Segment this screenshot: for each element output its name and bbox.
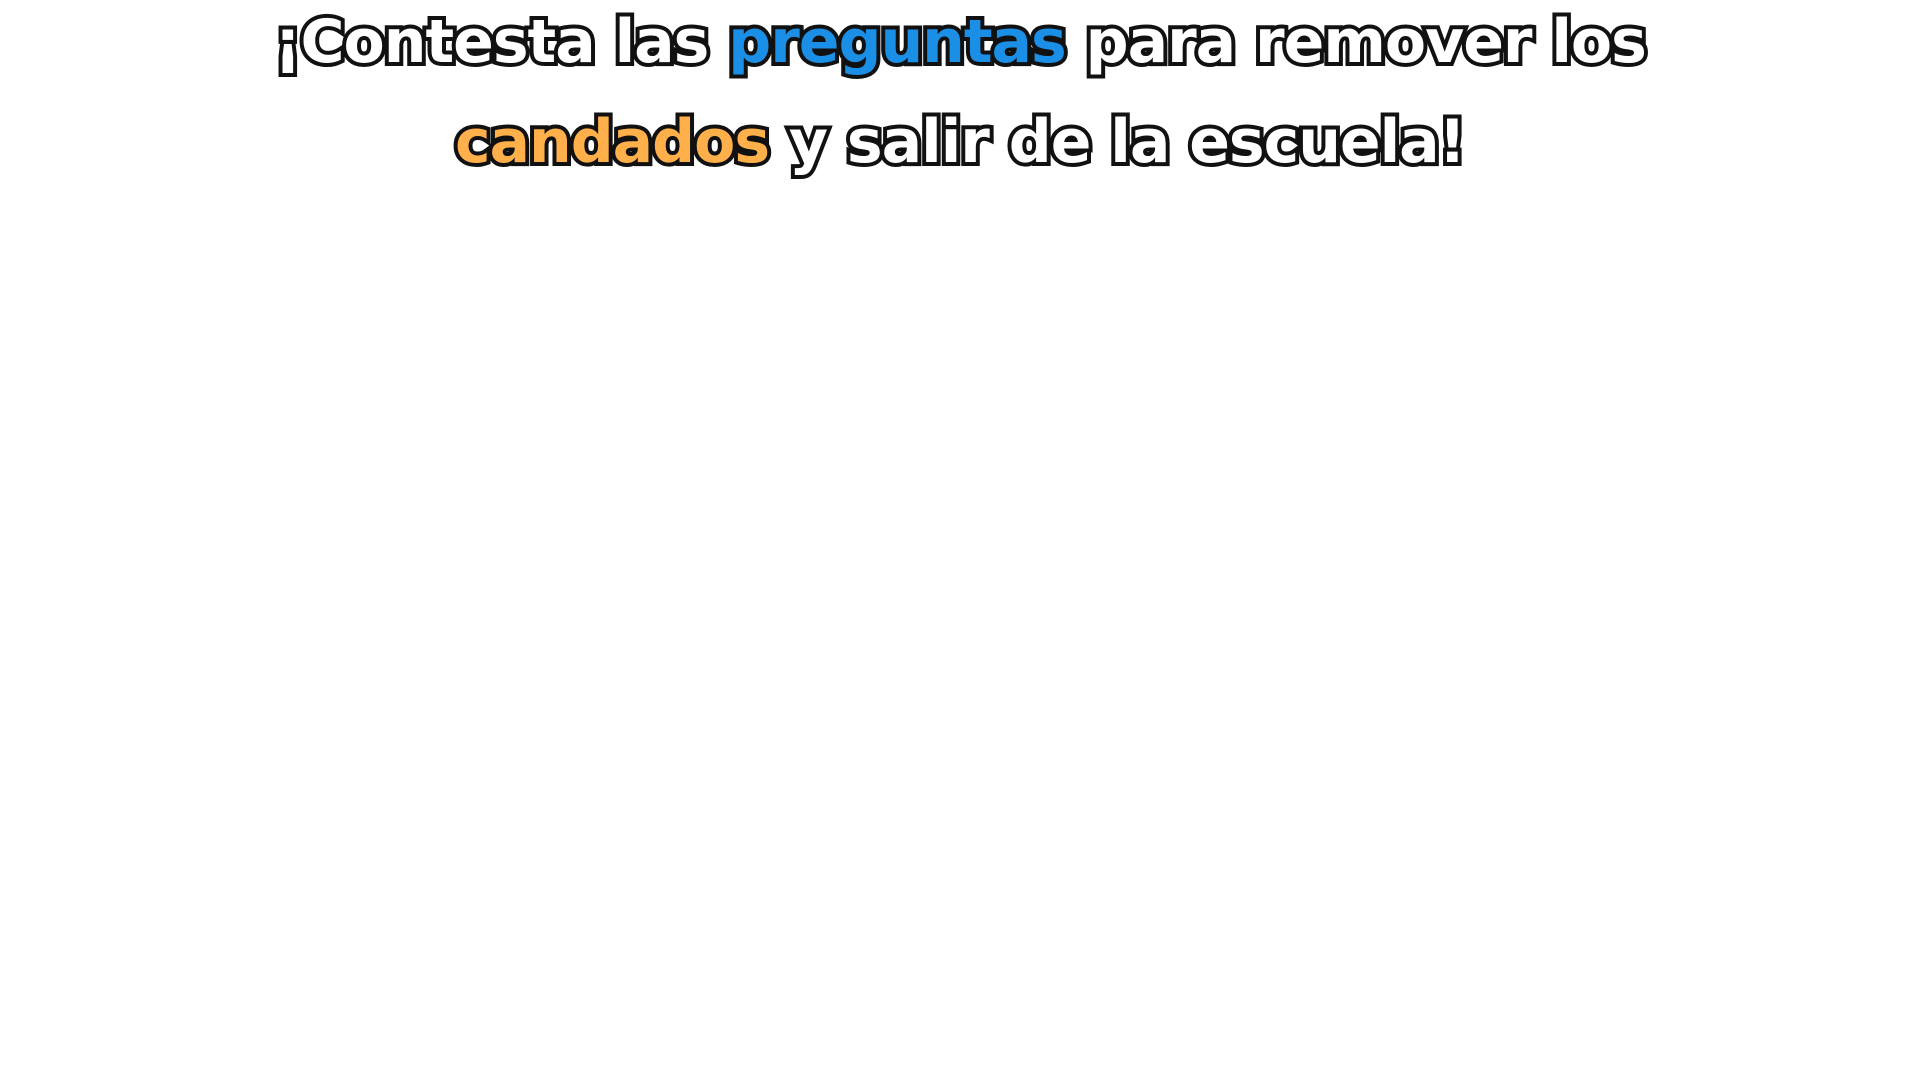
- headline-text-end: para remover los: [1065, 7, 1646, 77]
- headline-word-candados: candados: [454, 107, 770, 177]
- headline-text-salir: y salir de la escuela!: [769, 107, 1466, 177]
- headline-line-2: [0, 92, 1920, 192]
- headline-line-1: [0, 0, 1920, 92]
- headline-text-start: ¡Contesta las: [274, 7, 729, 77]
- instruction-headline: [0, 0, 1920, 192]
- headline-word-preguntas: preguntas: [728, 7, 1066, 77]
